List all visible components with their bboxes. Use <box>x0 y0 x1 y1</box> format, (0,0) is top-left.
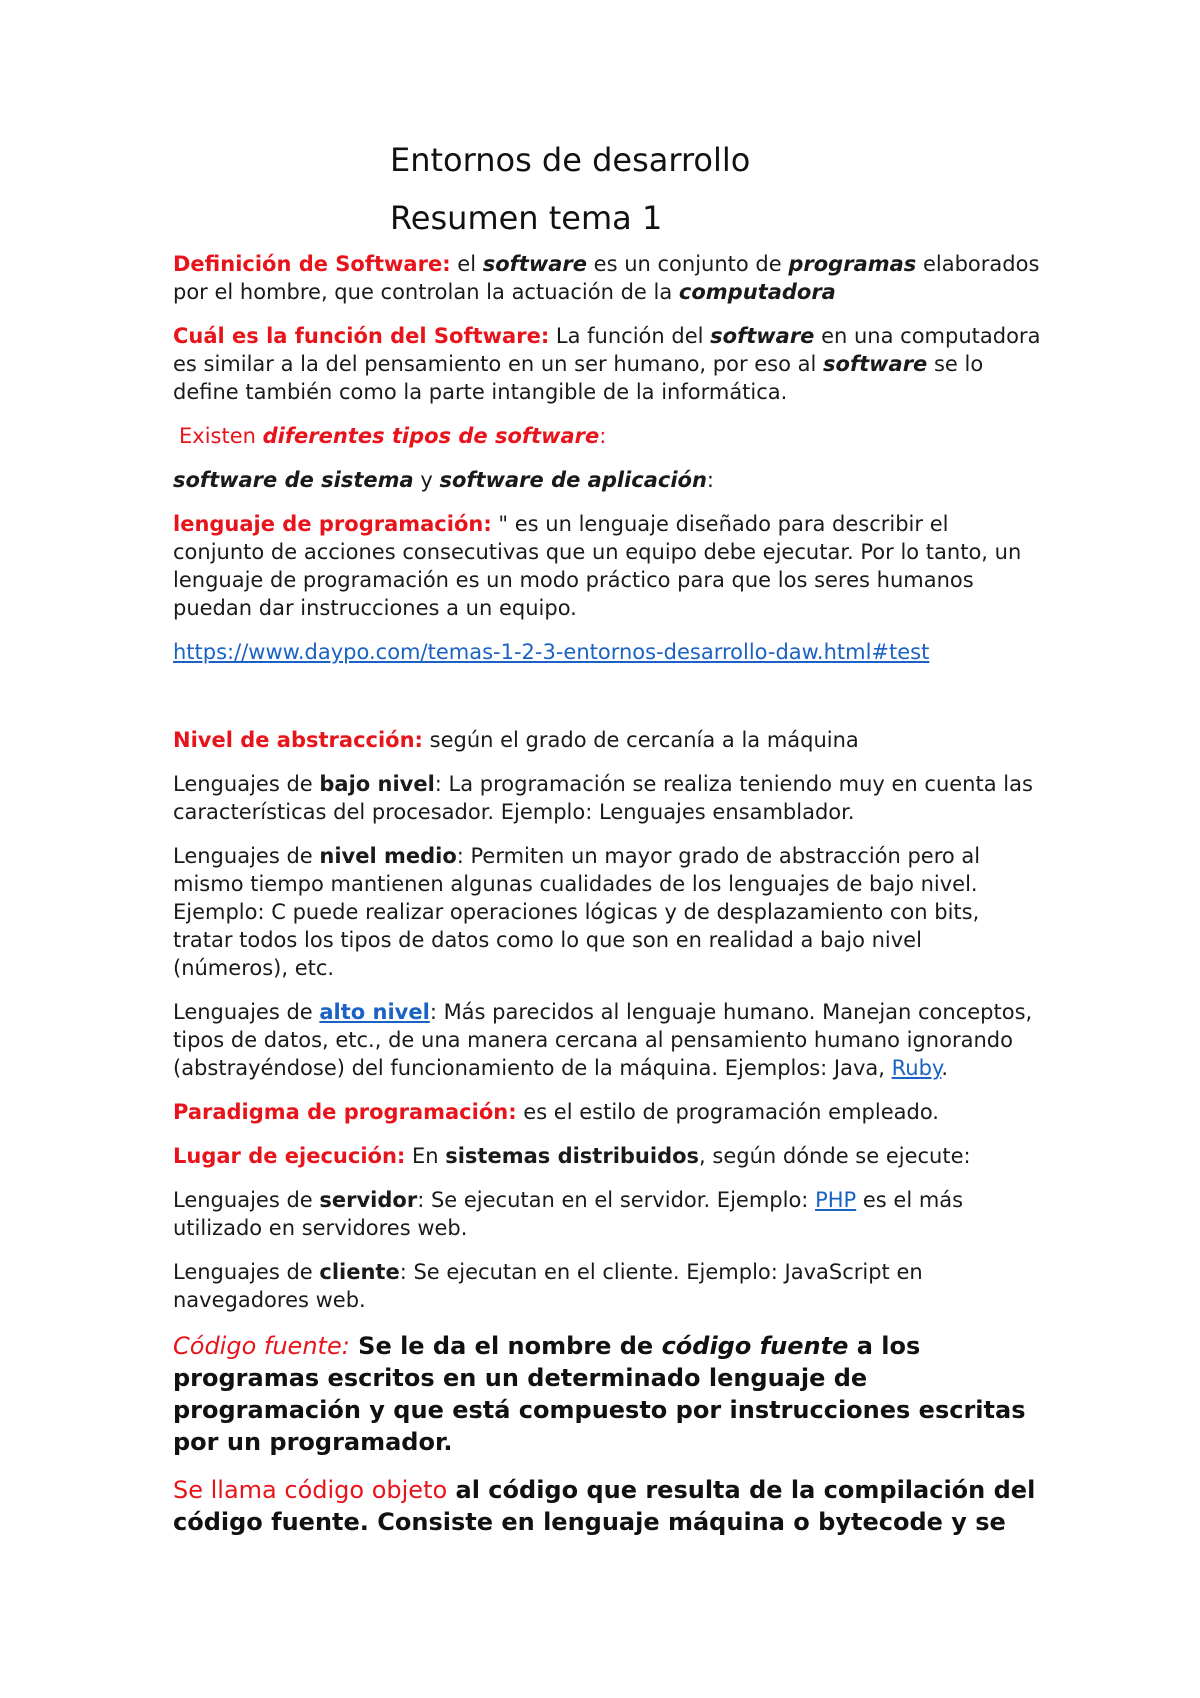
paragraph-alto-nivel <box>173 998 1043 1082</box>
emphasis: software de sistema <box>173 468 414 492</box>
text: . <box>941 1056 949 1080</box>
text: : La programación se realiza teniendo muy en cuenta las características del procesador. Ejemplo: Lenguajes ensamblador. <box>173 772 1033 824</box>
spacer <box>173 682 1043 726</box>
document-subtitle: Resumen tema 1 <box>390 199 663 237</box>
text: al código que resulta de la compilación del código fuente. Consiste en lenguaje máquina o bytecode y se <box>173 1476 1036 1536</box>
paragraph-nivel-medio <box>173 842 1043 982</box>
text: : Permiten un mayor grado de abstracción pero al mismo tiempo mantienen algunas cualidades de los lenguajes de bajo nivel. Ejemplo: C puede realizar operaciones lógicas y de desplazamiento con bits, tratar todos los tipos de datos como lo que son en realidad a bajo nivel (números), etc. <box>173 844 981 980</box>
document-page <box>173 140 1043 1554</box>
label-lenguaje-programacion: lenguaje de programación: <box>173 512 492 536</box>
paragraph-paradigma <box>173 1098 1043 1126</box>
daypo-link[interactable]: https://www.daypo.com/temas-1-2-3-entornos-desarrollo-daw.html#test <box>173 640 930 664</box>
text: Lenguajes de <box>173 1260 320 1284</box>
paragraph-lugar-ejecucion <box>173 1142 1043 1170</box>
emphasis: software <box>710 324 815 348</box>
text: es un conjunto de <box>587 252 789 276</box>
paragraph-tipos-software <box>173 422 1043 450</box>
text: En <box>405 1144 446 1168</box>
text: el <box>450 252 483 276</box>
paragraph-nivel-abstraccion <box>173 726 1043 754</box>
text: La función del <box>549 324 711 348</box>
alto-nivel-link[interactable]: alto nivel <box>319 1000 430 1024</box>
label-paradigma: Paradigma de programación: <box>173 1100 517 1124</box>
bold-text: bajo nivel <box>319 772 435 796</box>
label-codigo-objeto: Se llama código objeto <box>173 1476 448 1504</box>
text: en una computadora es similar a la del pensamiento en un ser humano, por eso al <box>173 324 1041 376</box>
text: : Más parecidos al lenguaje humano. Manejan conceptos, tipos de datos, etc., de una manera cercana al pensamiento humano ignorando (abstrayéndose) del funcionamiento de la máquina. Ejemplos: Java, <box>173 1000 1033 1080</box>
paragraph-definicion-software <box>173 250 1043 306</box>
text: Lenguajes de <box>173 772 320 796</box>
text: : Se ejecutan en el cliente. Ejemplo: JavaScript en navegadores web. <box>173 1260 923 1312</box>
emphasis: software <box>823 352 928 376</box>
label-codigo-fuente: Código fuente: <box>173 1332 350 1360</box>
paragraph-servidor <box>173 1186 1043 1242</box>
paragraph-codigo-objeto <box>173 1474 1043 1538</box>
emphasis: computadora <box>678 280 836 304</box>
paragraph-lenguaje-programacion <box>173 510 1043 622</box>
text: Lenguajes de <box>173 1000 320 1024</box>
text: a los programas escritos en un determinado lenguaje de programación y que está compuesto por instrucciones escritas por un programador. <box>173 1332 1026 1456</box>
emphasis: diferentes tipos de software <box>262 424 600 448</box>
text: elaborados por el hombre, que controlan la actuación de la <box>173 252 1040 304</box>
emphasis: programas <box>788 252 917 276</box>
text: según el grado de cercanía a la máquina <box>422 728 859 752</box>
paragraph-funcion-software <box>173 322 1043 406</box>
label-nivel-abstraccion: Nivel de abstracción: <box>173 728 423 752</box>
text: Lenguajes de <box>173 844 320 868</box>
text: y <box>413 468 440 492</box>
emphasis: código fuente <box>661 1332 849 1360</box>
text: se lo define también como la parte intangible de la informática. <box>173 352 984 404</box>
emphasis: software de aplicación <box>439 468 707 492</box>
bold-text: nivel medio <box>319 844 457 868</box>
text: Lenguajes de <box>173 1188 320 1212</box>
emphasis: software <box>482 252 587 276</box>
php-link[interactable]: PHP <box>815 1188 857 1212</box>
text: Existen <box>179 424 263 448</box>
bold-text: sistemas distribuidos <box>445 1144 700 1168</box>
text: " es un lenguaje diseñado para describir el conjunto de acciones consecutivas que un equipo debe ejecutar. Por lo tanto, un lenguaje de programación es un modo práctico para que los seres humanos puedan dar instrucciones a un equipo. <box>173 512 1022 620</box>
label-lugar-ejecucion: Lugar de ejecución: <box>173 1144 406 1168</box>
document-title: Entornos de desarrollo <box>390 141 751 179</box>
text: es el más utilizado en servidores web. <box>173 1188 964 1240</box>
text: : Se ejecutan en el servidor. Ejemplo: <box>417 1188 816 1212</box>
paragraph-codigo-fuente <box>173 1330 1043 1458</box>
paragraph-cliente <box>173 1258 1043 1314</box>
paragraph-sistema-aplicacion <box>173 466 1043 494</box>
text: , según dónde se ejecute: <box>699 1144 971 1168</box>
text: es el estilo de programación empleado. <box>516 1100 939 1124</box>
text: : <box>599 424 607 448</box>
text: : <box>706 468 714 492</box>
label-definicion-software: Definición de Software: <box>173 252 451 276</box>
label-funcion-software: Cuál es la función del Software: <box>173 324 550 348</box>
bold-text: cliente <box>319 1260 400 1284</box>
bold-text: servidor <box>319 1188 418 1212</box>
paragraph-url <box>173 638 1043 666</box>
paragraph-bajo-nivel <box>173 770 1043 826</box>
text: Se le da el nombre de <box>349 1332 662 1360</box>
ruby-link[interactable]: Ruby <box>891 1056 942 1080</box>
